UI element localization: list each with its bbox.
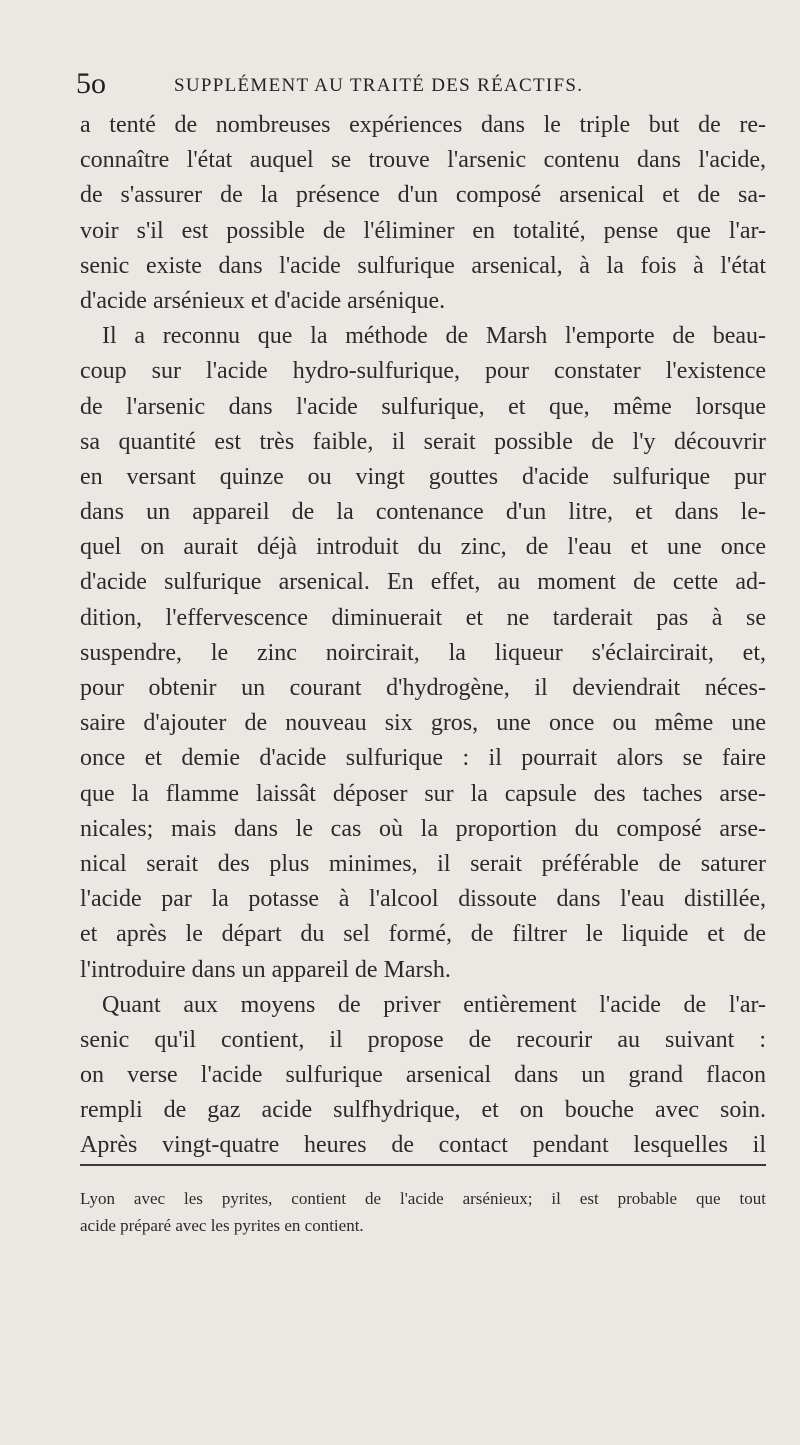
- text-line: d'acide arsénieux et d'acide arsénique.: [80, 287, 446, 314]
- text-line: connaître l'état auquel se trouve l'arsenic contenu dans l'acide,: [80, 147, 766, 174]
- text-line: saire d'ajouter de nouveau six gros, une once ou même une: [80, 710, 766, 737]
- main-text: [80, 108, 766, 1164]
- text-line: once et demie d'acide sulfurique : il pourrait alors se faire: [80, 745, 766, 772]
- text-line: senic qu'il contient, il propose de recourir au suivant :: [80, 1026, 766, 1053]
- text-line: l'introduire dans un appareil de Marsh.: [80, 956, 451, 983]
- text-line: a tenté de nombreuses expériences dans le triple but de re-: [80, 112, 766, 138]
- footnote-divider: [80, 1164, 766, 1166]
- text-line: quel on aurait déjà introduit du zinc, de l'eau et une once: [80, 534, 766, 561]
- text-line: suspendre, le zinc noircirait, la liqueur s'éclaircirait, et,: [80, 639, 766, 666]
- text-line: d'acide sulfurique arsenical. En effet, au moment de cette ad-: [80, 569, 766, 596]
- text-line: voir s'il est possible de l'éliminer en totalité, pense que l'ar-: [80, 217, 766, 244]
- footnote-line: acide préparé avec les pyrites en contient.: [80, 1216, 364, 1235]
- text-line: en versant quinze ou vingt gouttes d'acide sulfurique pur: [80, 463, 766, 490]
- text-line: de l'arsenic dans l'acide sulfurique, et que, même lorsque: [80, 393, 766, 420]
- text-line: nicales; mais dans le cas où la proportion du composé arse-: [80, 815, 766, 842]
- text-line: Après vingt-quatre heures de contact pendant lesquelles il: [80, 1132, 766, 1159]
- text-line: dans un appareil de la contenance d'un litre, et dans le-: [80, 499, 766, 526]
- page-header: [76, 66, 766, 106]
- text-line: coup sur l'acide hydro-sulfurique, pour constater l'existence: [80, 358, 766, 385]
- text-line: de s'assurer de la présence d'un composé arsenical et de sa-: [80, 182, 766, 209]
- text-line: que la flamme laissât déposer sur la capsule des taches arse-: [80, 780, 766, 807]
- text-line: et après le départ du sel formé, de filtrer le liquide et de: [80, 921, 766, 948]
- text-line: on verse l'acide sulfurique arsenical dans un grand flacon: [80, 1062, 766, 1089]
- text-line: Il a reconnu que la méthode de Marsh l'emporte de beau-: [102, 323, 766, 350]
- running-title: SUPPLÉMENT AU TRAITÉ DES RÉACTIFS.: [174, 75, 584, 96]
- text-line: pour obtenir un courant d'hydrogène, il deviendrait néces-: [80, 675, 766, 701]
- text-line: senic existe dans l'acide sulfurique arsenical, à la fois à l'état: [80, 252, 766, 279]
- page-number: 5o: [76, 67, 106, 100]
- text-line: rempli de gaz acide sulfhydrique, et on bouche avec soin.: [80, 1097, 766, 1124]
- text-line: l'acide par la potasse à l'alcool dissoute dans l'eau distillée,: [80, 886, 766, 913]
- text-line: sa quantité est très faible, il serait possible de l'y découvrir: [80, 428, 766, 455]
- footnote: [80, 1185, 766, 1239]
- text-line: nical serait des plus minimes, il serait préférable de saturer: [80, 850, 766, 877]
- text-line: Quant aux moyens de priver entièrement l'acide de l'ar-: [102, 991, 766, 1018]
- text-line: dition, l'effervescence diminuerait et ne tarderait pas à se: [80, 604, 766, 631]
- footnote-line: Lyon avec les pyrites, contient de l'acide arsénieux; il est probable que tout: [80, 1189, 766, 1208]
